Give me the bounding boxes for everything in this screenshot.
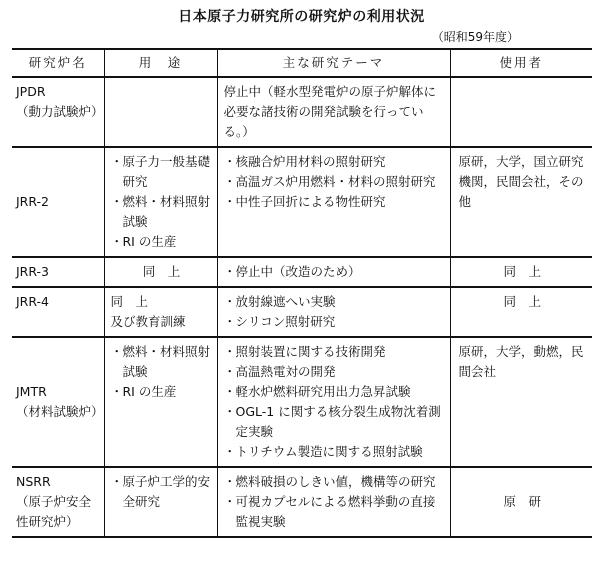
reactor-usage-table [12, 48, 592, 538]
theme-text: 停止中（軽水型発電炉の原子炉解体に必要な諸技術の開発試験を行っている。） [223, 84, 437, 139]
list-item: ・ 照射装置に関する技術開発 [224, 342, 446, 362]
reactor-name: JRR-3 [12, 257, 104, 287]
reactor-name: JRR-4 [12, 287, 104, 337]
use-cell: 同 上 [104, 257, 217, 287]
list-item: ・ 燃料・材料照射試験 [111, 192, 213, 232]
users-cell [450, 77, 592, 147]
reactor-name: JMTR （材料試験炉） [12, 337, 104, 467]
reactor-name: JPDR （動力試験炉） [12, 77, 104, 147]
list-item: ・ 可視カプセルによる燃料挙動の直接監視実験 [224, 492, 446, 532]
list-item: ・ 原子力一般基礎研究 [111, 152, 213, 192]
header-reactor-name: 研究炉名 [12, 49, 104, 77]
list-item: ・ トリチウム製造に関する照射試験 [224, 442, 446, 462]
table-row [12, 467, 592, 537]
list-item: ・ 燃料破損のしきい値，機構等の研究 [224, 472, 446, 492]
use-cell [104, 147, 217, 257]
list-item: ・ RI の生産 [111, 382, 213, 402]
table-row [12, 257, 592, 287]
users-cell: 原研，大学，国立研究機関，民間会社，その他 [450, 147, 592, 257]
list-item: ・ RI の生産 [111, 232, 213, 252]
table-row [12, 147, 592, 257]
use-cell [104, 337, 217, 467]
theme-cell [217, 337, 450, 467]
list-item: ・ 放射線遮へい実験 [224, 292, 446, 312]
table-row [12, 287, 592, 337]
theme-cell [217, 147, 450, 257]
fiscal-year-note: （昭和59年度） [431, 30, 519, 44]
list-item: ・ 核融合炉用材料の照射研究 [224, 152, 446, 172]
use-cell: 同 上 及び教育訓練 [104, 287, 217, 337]
list-item: ・ 中性子回折による物性研究 [224, 192, 446, 212]
list-item: ・ OGL-1 に関する核分裂生成物沈着測定実験 [224, 402, 446, 442]
list-item: ・ 軽水炉燃料研究用出力急昇試験 [224, 382, 446, 402]
users-cell: 原研，大学，動燃，民間会社 [450, 337, 592, 467]
table-row [12, 77, 592, 147]
users-cell: 同 上 [450, 257, 592, 287]
theme-cell [217, 287, 450, 337]
use-cell [104, 77, 217, 147]
use-cell [104, 467, 217, 537]
list-item: ・ 原子炉工学的安全研究 [111, 472, 213, 512]
table-row [12, 337, 592, 467]
theme-cell [217, 467, 450, 537]
users-cell: 同 上 [450, 287, 592, 337]
table-header-row [12, 49, 592, 77]
theme-cell [217, 77, 450, 147]
theme-cell [217, 257, 450, 287]
reactor-name: NSRR （原子炉安全性研究炉） [12, 467, 104, 537]
list-item: ・ 燃料・材料照射試験 [111, 342, 213, 382]
users-cell: 原 研 [450, 467, 592, 537]
page-title: 日本原子力研究所の研究炉の利用状況 [178, 9, 425, 25]
header-theme: 主な研究テーマ [217, 49, 450, 77]
header-use: 用 途 [104, 49, 217, 77]
list-item: ・ 高温熱電対の開発 [224, 362, 446, 382]
list-item: ・ 高温ガス炉用燃料・材料の照射研究 [224, 172, 446, 192]
header-users: 使用者 [450, 49, 592, 77]
list-item: ・ 停止中（改造のため） [224, 262, 446, 282]
list-item: ・ シリコン照射研究 [224, 312, 446, 332]
reactor-name: JRR-2 [12, 147, 104, 257]
